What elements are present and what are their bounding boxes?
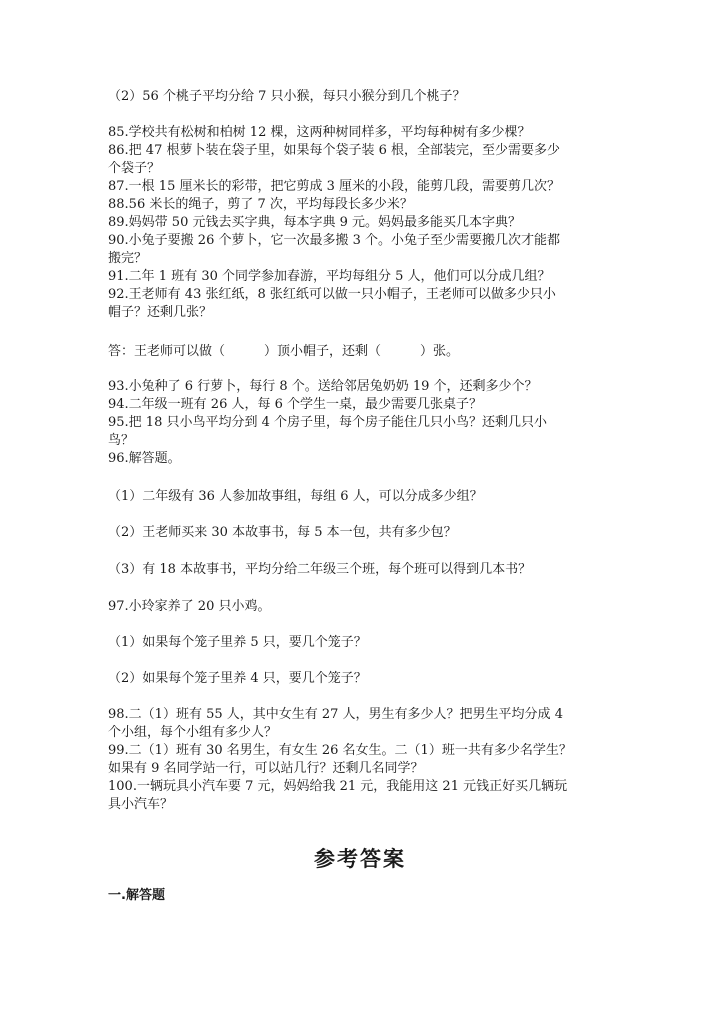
text-line: 99.二（1）班有 30 名男生，有女生 26 名女生。二（1）班一共有多少名学生？ — [108, 743, 572, 758]
text-line: （1）二年级有 36 人参加故事组，每组 6 人，可以分成多少组？ — [108, 489, 483, 504]
text-line: （1）如果每个笼子里养 5 只，要几个笼子？ — [108, 635, 367, 650]
text-line: （2）王老师买来 30 本故事书，每 5 本一包，共有多少包？ — [108, 525, 457, 540]
text-line: 100.一辆玩具小汽车要 7 元，妈妈给我 21 元，我能用这 21 元钱正好买几辆玩 — [108, 779, 568, 794]
text-line: 91.二年 1 班有 30 个同学参加春游，平均每组分 5 人，他们可以分成几组？ — [108, 269, 551, 284]
text-line: 具小汽车？ — [108, 797, 174, 812]
text-line: 89.妈妈带 50 元钱去买字典，每本字典 9 元。妈妈最多能买几本字典？ — [108, 215, 522, 230]
text-line: （3）有 18 本故事书，平均分给二年级三个班，每个班可以得到几本书？ — [108, 562, 532, 577]
text-line: 98.二（1）班有 55 人，其中女生有 27 人，男生有多少人？把男生平均分成 4 — [108, 707, 563, 722]
text-line: （2）56 个桃子平均分给 7 只小猴，每只小猴分到几个桃子？ — [108, 89, 466, 104]
text-line: 88.56 米长的绳子，剪了 7 次，平均每段长多少米？ — [108, 197, 413, 212]
answer-line: 答：王老师可以做（ ）顶小帽子，还剩（ ）张。 — [108, 344, 460, 359]
text-line: 87.一根 15 厘米长的彩带，把它剪成 3 厘米的小段，能剪几段，需要剪几次？ — [108, 179, 561, 194]
text-line: 90.小兔子要搬 26 个萝卜，它一次最多搬 3 个。小兔子至少需要搬几次才能都 — [108, 233, 561, 248]
text-line: 86.把 47 根萝卜装在袋子里，如果每个袋子装 6 根，全部装完，至少需要多少 — [108, 143, 561, 158]
text-line: 个小组，每个小组有多少人？ — [108, 725, 278, 740]
text-line: 如果有 9 名同学站一行，可以站几行？还剩几名同学？ — [108, 761, 424, 776]
section-heading: 一.解答题 — [108, 888, 165, 903]
text-line: 85.学校共有松树和柏树 12 棵，这两种树同样多，平均每种树有多少棵？ — [108, 125, 531, 140]
text-line: 93.小兔种了 6 行萝卜，每行 8 个。送给邻居兔奶奶 19 个，还剩多少个？ — [108, 379, 538, 394]
text-line: （2）如果每个笼子里养 4 只，要几个笼子？ — [108, 671, 367, 686]
text-line: 92.王老师有 43 张红纸，8 张红纸可以做一只小帽子，王老师可以做多少只小 — [108, 287, 556, 302]
text-line: 95.把 18 只小鸟平均分到 4 个房子里，每个房子能住几只小鸟？还剩几只小 — [108, 415, 548, 430]
text-line: 鸟？ — [108, 433, 135, 448]
text-line: 96.解答题。 — [108, 451, 181, 466]
answer-title: 参考答案 — [314, 847, 406, 871]
text-line: 个袋子？ — [108, 161, 161, 176]
text-line: 94.二年级一班有 26 人，每 6 个学生一桌，最少需要几张桌子？ — [108, 397, 483, 412]
text-line: 帽子？还剩几张？ — [108, 305, 213, 320]
text-line: 搬完？ — [108, 251, 148, 266]
text-line: 97.小玲家养了 20 只小鸡。 — [108, 599, 271, 614]
